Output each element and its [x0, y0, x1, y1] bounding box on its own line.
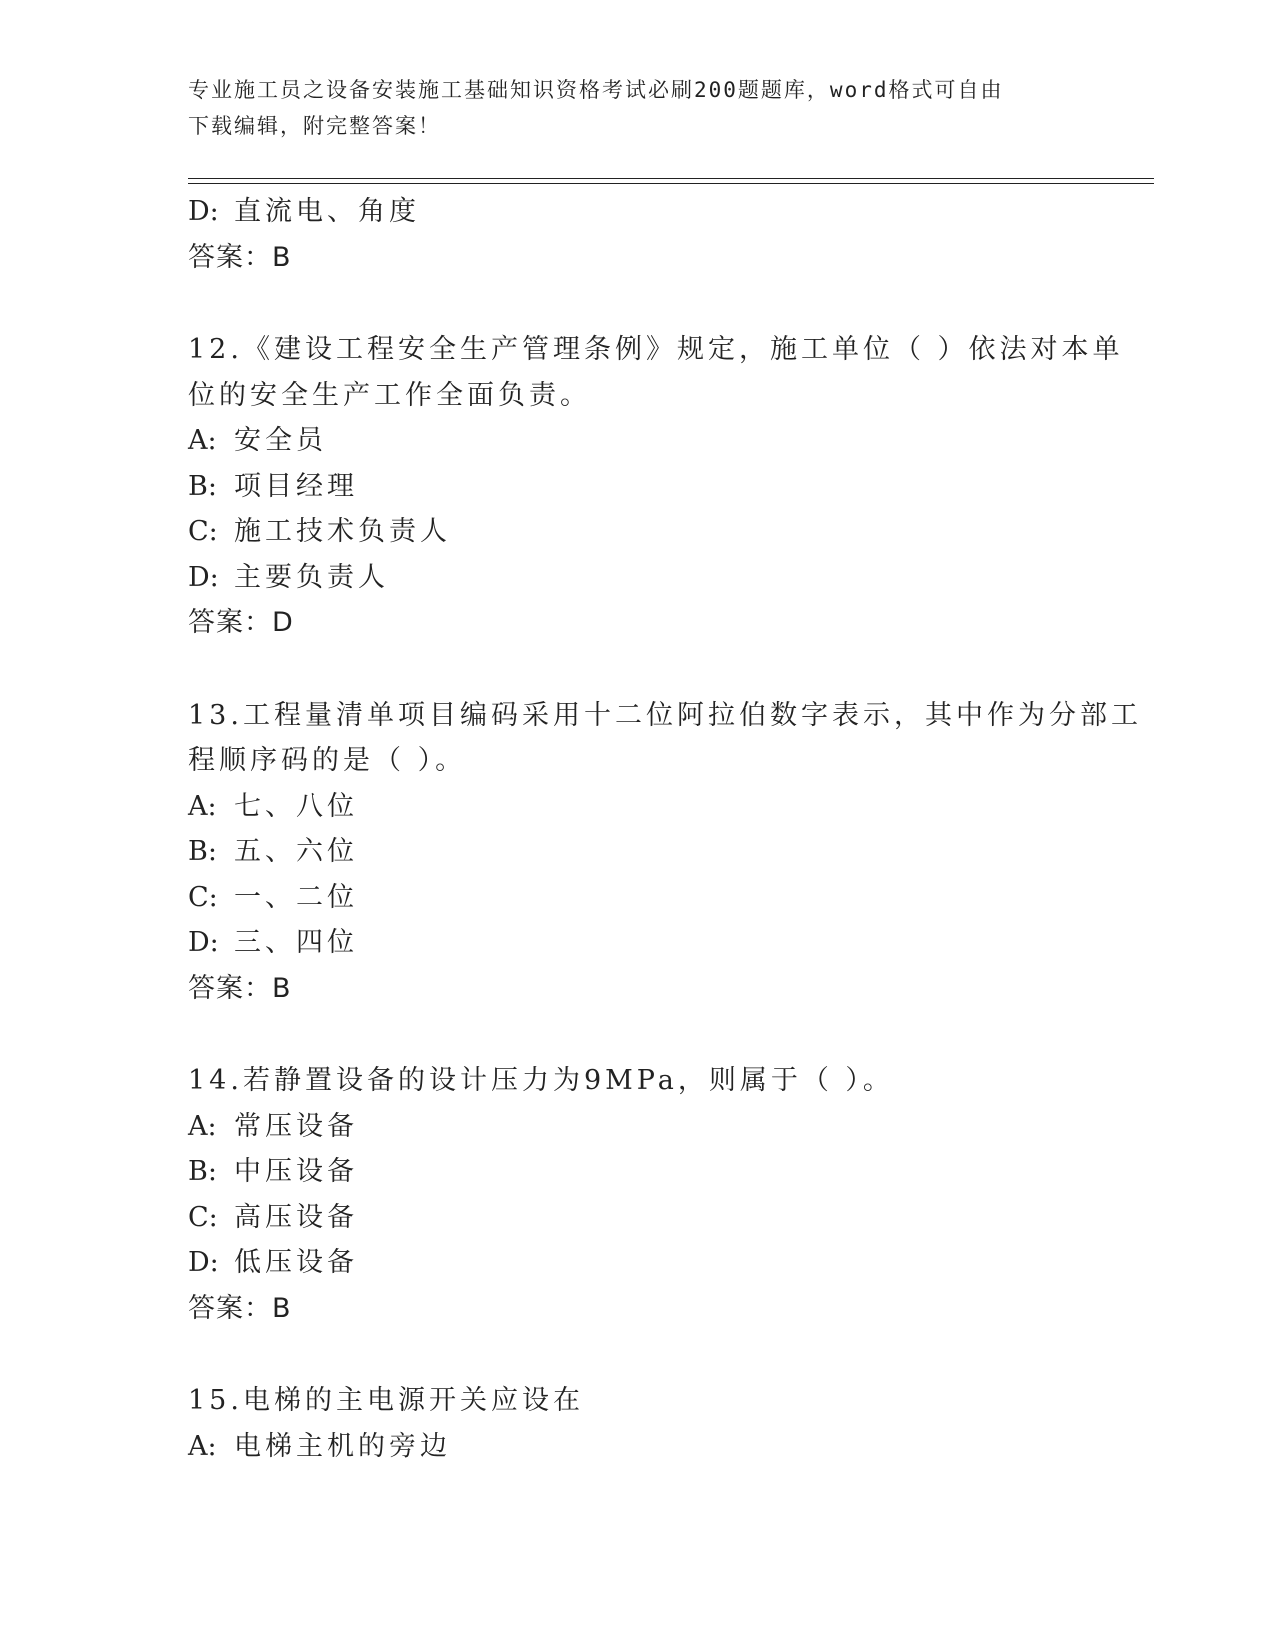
- option-label: A:: [188, 790, 217, 822]
- header-line-1: 专业施工员之设备安装施工基础知识资格考试必刷200题题库，word格式可自由: [188, 78, 1004, 102]
- question-stem-line: 12.《建设工程安全生产管理条例》规定，施工单位（ ）依法对本单: [188, 334, 1124, 365]
- option-text: 高压设备: [234, 1201, 358, 1233]
- option-label: B:: [188, 1156, 217, 1187]
- option-text: 主要负责人: [234, 561, 389, 593]
- answer-option: [188, 189, 1088, 235]
- header-rule-bottom: [188, 183, 1154, 184]
- question-continuation: [188, 189, 1088, 280]
- option-label: A:: [188, 1110, 217, 1142]
- option-text: 七、八位: [234, 790, 358, 822]
- option-text: 一、二位: [234, 881, 358, 913]
- option-text: 电梯主机的旁边: [234, 1430, 451, 1462]
- option-label: D:: [188, 561, 219, 593]
- answer-option: [188, 1240, 1088, 1286]
- answer-option: [188, 555, 1088, 601]
- question-stem-line: 14.若静置设备的设计压力为9MPa，则属于（ ）。: [188, 1065, 894, 1096]
- answer-key: 答案：B: [188, 972, 292, 1004]
- option-label: B:: [188, 470, 217, 502]
- option-label: D:: [188, 927, 219, 958]
- block-spacer: [188, 1331, 1088, 1378]
- option-text: 常压设备: [234, 1110, 358, 1142]
- question-block: [188, 693, 1142, 1012]
- question-stem-line: 15.电梯的主电源开关应设在: [188, 1385, 584, 1416]
- option-label: B:: [188, 836, 217, 867]
- question-stem-line: 程顺序码的是（ ）。: [188, 745, 467, 776]
- question-stem-line: 13.工程量清单项目编码采用十二位阿拉伯数字表示，其中作为分部工: [188, 699, 1142, 731]
- answer-option: [188, 829, 1088, 875]
- question-block: [188, 1058, 1088, 1331]
- answer-key: 答案：B: [188, 1292, 292, 1324]
- answer-option: [188, 1104, 1088, 1150]
- answer-option: [188, 1149, 1088, 1195]
- block-spacer: [188, 1011, 1088, 1058]
- document-header: [188, 72, 1068, 144]
- option-text: 安全员: [234, 425, 327, 456]
- question-stem-line: 位的安全生产工作全面负责。: [188, 379, 591, 411]
- block-spacer: [188, 646, 1088, 693]
- question-block: [188, 1378, 1088, 1469]
- option-text: 项目经理: [234, 470, 358, 502]
- option-text: 三、四位: [234, 927, 358, 958]
- header-rule-top: [188, 178, 1154, 179]
- block-spacer: [188, 280, 1088, 327]
- answer-option: [188, 1195, 1088, 1241]
- option-label: A:: [188, 425, 217, 456]
- answer-key: 答案：B: [188, 241, 292, 273]
- question-block: [188, 327, 1124, 646]
- header-line-2: 下载编辑，附完整答案！: [188, 114, 441, 138]
- option-label: D:: [188, 196, 219, 227]
- option-label: D:: [188, 1247, 219, 1278]
- question-list: [188, 189, 1142, 1469]
- option-label: C:: [188, 1201, 218, 1233]
- answer-option: [188, 418, 1088, 464]
- answer-option: [188, 875, 1088, 921]
- option-label: C:: [188, 881, 218, 913]
- answer-option: [188, 464, 1088, 510]
- answer-option: [188, 509, 1088, 555]
- answer-option: [188, 1424, 1088, 1470]
- option-text: 五、六位: [234, 836, 358, 867]
- option-text: 中压设备: [234, 1156, 358, 1187]
- option-label: C:: [188, 516, 218, 547]
- answer-option: [188, 784, 1088, 830]
- answer-key: 答案：D: [188, 607, 294, 638]
- option-text: 低压设备: [234, 1247, 358, 1278]
- option-text: 施工技术负责人: [234, 516, 451, 547]
- option-label: A:: [188, 1430, 217, 1462]
- option-text: 直流电、角度: [234, 196, 420, 227]
- answer-option: [188, 920, 1088, 966]
